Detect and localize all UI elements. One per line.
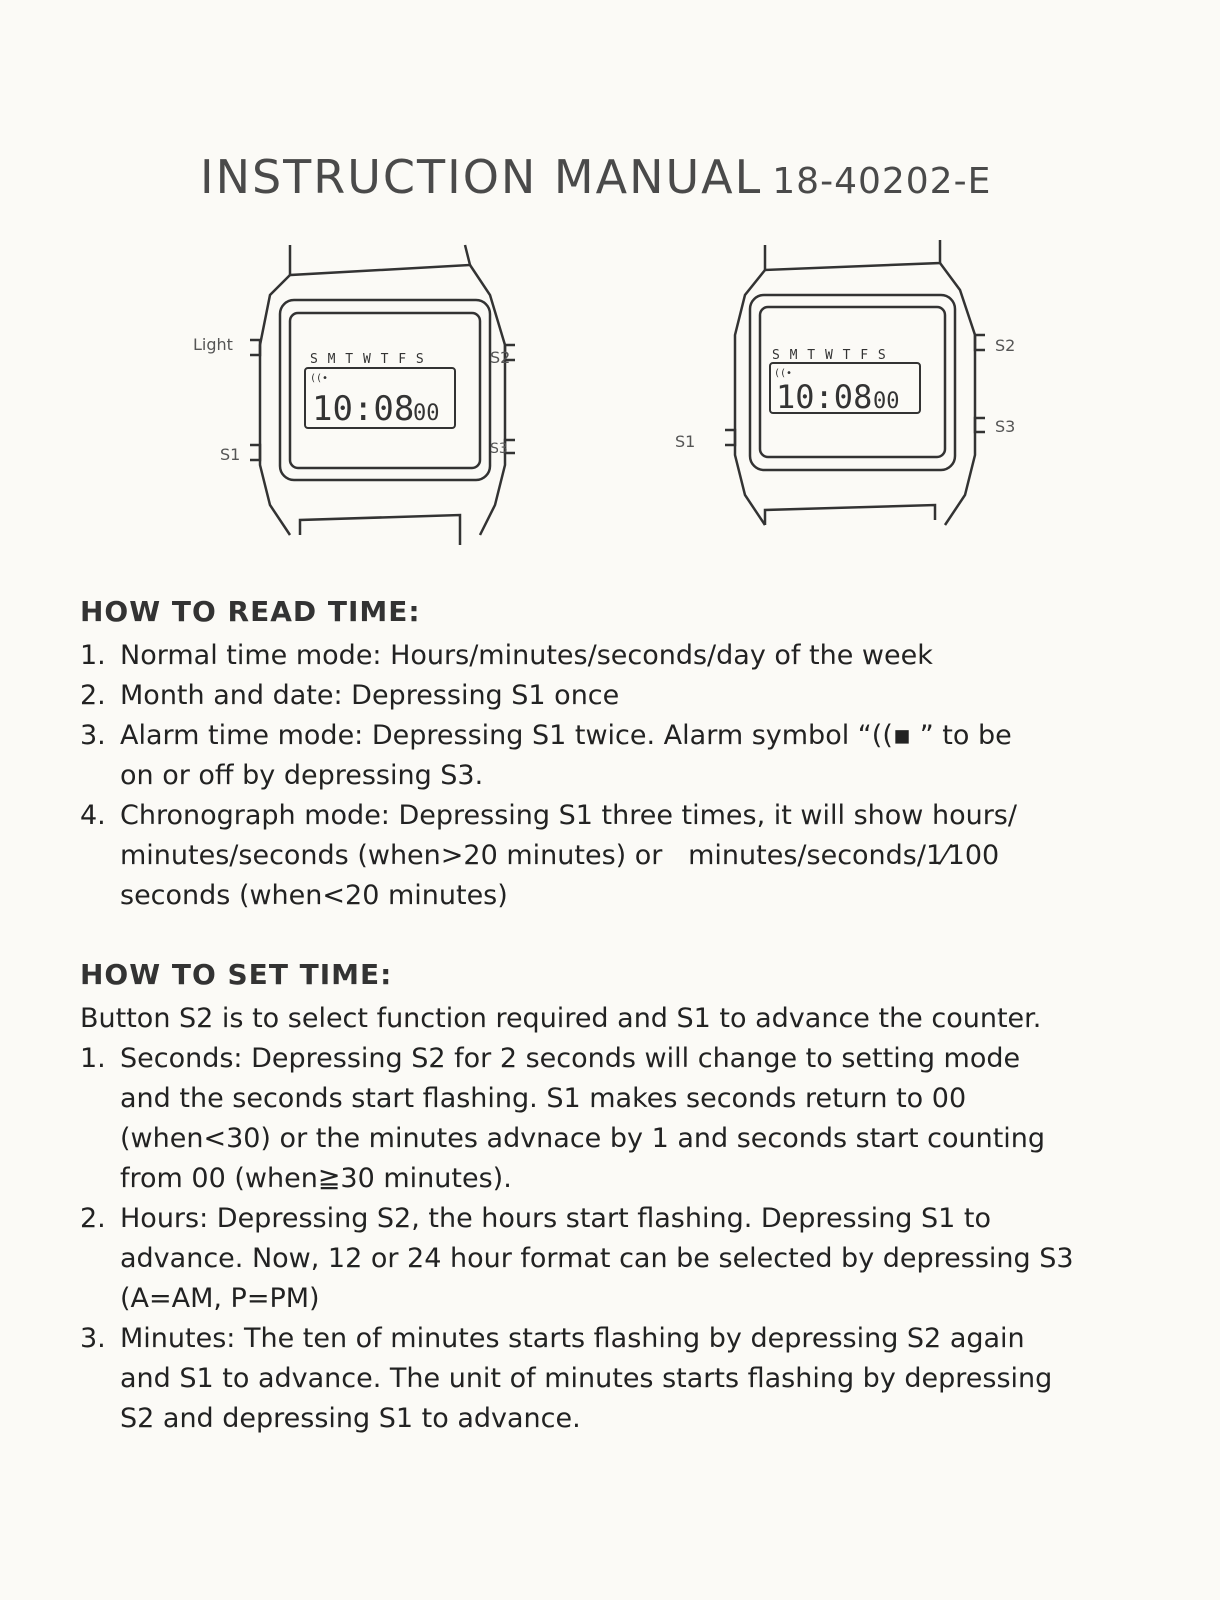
weekday-indicator: S M T W T F S [772, 348, 887, 363]
list-item [80, 1039, 1180, 1199]
list-text: Minutes: The ten of minutes starts flashing by depressing S2 again and S1 to advance. The unit of minutes starts flashing by depressing S2 and depressing S1 to advance. [120, 1323, 1053, 1434]
alarm-icon: ((• [774, 368, 793, 379]
set-time-section [80, 958, 1180, 1439]
read-time-heading: HOW TO READ TIME: [80, 595, 421, 628]
list-item [80, 1319, 1180, 1439]
list-text: Chronograph mode: Depressing S1 three times, it will show hours/ minutes/seconds (when>20 minutes) or minutes/seconds/1⁄100 seconds (when<20 minutes) [120, 800, 1017, 911]
manual-code: 18-40202-E [772, 161, 992, 202]
manual-title: INSTRUCTION MANUAL [200, 150, 763, 204]
s2-button-label: S2 [490, 348, 511, 367]
list-item [80, 796, 1180, 916]
read-time-list [80, 636, 1180, 916]
list-text: Seconds: Depressing S2 for 2 seconds will change to setting mode and the seconds start flashing. S1 makes seconds return to 00 (when<30) or the minutes advnace by 1 and seconds start counting from 00 (when≧30 minutes). [120, 1043, 1046, 1194]
lcd-time: 10:08 [776, 378, 873, 416]
read-time-section [80, 595, 1180, 916]
list-item [80, 676, 1180, 716]
list-number: 2. [80, 680, 106, 711]
list-number: 1. [80, 640, 106, 671]
watch-diagram-right [670, 235, 1030, 545]
list-item [80, 716, 1180, 796]
s3-button-label: S3 [995, 417, 1016, 436]
set-time-list [80, 1039, 1180, 1439]
s1-button-label: S1 [675, 432, 696, 451]
list-text: Normal time mode: Hours/minutes/seconds/day of the week [120, 640, 933, 671]
set-time-intro: Button S2 is to select function required and S1 to advance the counter. [80, 1003, 1042, 1034]
light-button-label: Light [193, 335, 233, 354]
list-number: 2. [80, 1203, 106, 1234]
list-number: 4. [80, 800, 106, 831]
set-time-heading: HOW TO SET TIME: [80, 958, 393, 991]
weekday-indicator: S M T W T F S [310, 352, 425, 367]
watch-diagram-left [190, 235, 520, 555]
list-number: 3. [80, 1323, 106, 1354]
list-number: 1. [80, 1043, 106, 1074]
lcd-seconds: 00 [873, 389, 900, 414]
list-item [80, 636, 1180, 676]
list-item [80, 1199, 1180, 1319]
lcd-seconds: 00 [413, 401, 440, 426]
list-text: Alarm time mode: Depressing S1 twice. Alarm symbol “((▪ ” to be on or off by depressing S3. [120, 720, 1012, 791]
s3-button-label: S3 [490, 441, 508, 457]
s1-button-label: S1 [220, 445, 241, 464]
list-number: 3. [80, 720, 106, 751]
list-text: Month and date: Depressing S1 once [120, 680, 620, 711]
list-text: Hours: Depressing S2, the hours start flashing. Depressing S1 to advance. Now, 12 or 24 hour format can be selected by depressing S3 (A=AM, P=PM) [120, 1203, 1074, 1314]
s2-button-label: S2 [995, 336, 1016, 355]
alarm-icon: ((• [310, 373, 329, 384]
page-title [200, 150, 991, 204]
lcd-time: 10:08 [312, 389, 415, 429]
